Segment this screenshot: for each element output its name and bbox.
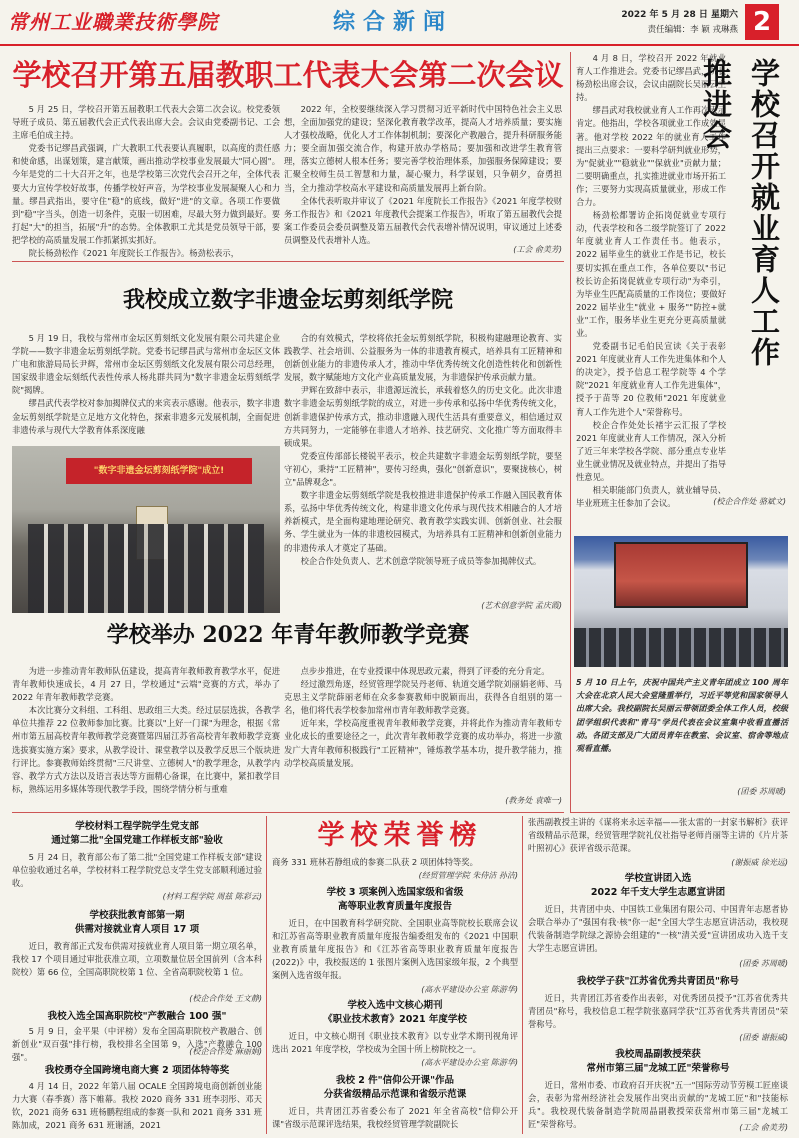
brief-headline: 学校宣讲团入选 2022 年千支大学生志愿宣讲团 bbox=[590, 873, 726, 898]
brief-body: 近日，共青团江苏省委作出表彰，对优秀团员授予"江苏省优秀共青团员"称号，我校信息工程学院张嘉同学获"江苏省优秀共青团员"荣誉称号。 bbox=[528, 993, 788, 1030]
brief-byline: (谢振威 徐光远) bbox=[731, 858, 788, 867]
section-title: 综合新闻 bbox=[332, 9, 453, 35]
honor-item-headline: 学校 3 项案例入选国家级和省级 高等职业教育质量年度报告 bbox=[326, 887, 464, 912]
masthead-school-name: 常州工业職業技術學院 bbox=[8, 10, 218, 34]
brief-body: 近日，常州市委、市政府召开庆祝"五一"国际劳动节劳模工匠座谈会，表彰为常州经济社会发展作出突出贡献的"龙城工匠"和"技能标兵"。我校现代装备制造学院周晶副教授荣获常州市第三届"龙城工匠"荣誉称号。 bbox=[528, 1080, 788, 1130]
photo-banner: "数字非遗金坛剪刻纸学院"成立! bbox=[66, 458, 252, 484]
brief-byline: (校企合作处 麻丽娟) bbox=[189, 1047, 262, 1056]
article-body: 4 月 8 日，学校召开 2022 年就业育人工作推进会。党委书记缪昌武，院长杨劲松出席会议，会议由副院长吴丽云主持。 缪昌武对我校就业育人工作再次表示肯定。他指出，学校各项就业工作成效显著。他对学校 2022 年的就业育人工作提出三点要求：一要科学研判就业形势，为"促就业""稳就业""保就业"贡献力量；二要明确重点，扎实推进就业市场开拓工作；三要努力实现高质量就业，形成工作合力。 杨劲松都署访企拓岗促就业专项行动，代表学校和各二级学院签订了 2022 年度就业育人工作责任书。他表示，2022 届毕业生的就业工作是书记，校长要切实抓在重点工作，各单位要以"书记校长访企拓岗促就业专项行动"为牵引，为毕业生匹配高质量的工作岗位；要做好 2022 届毕业生"就业 + 服务""防控+就业"工作，服务毕业生更充分更高质量就业。 党委副书记毛伯民宣读《关于表彰 2021 年度就业育人工作先进集体和个人的决定》，授予信息工程学院等 4 个学院"2021 年度就业育人工作先进集体"，授予于苗等 20 位教师"2021 年度就业育人工作先进个人"荣誉称号。 校企合作处处长褚宇云汇报了学校 2021 年度就业育人工作情况，深入分析了近三年来学校各学院、部分重点专业毕业生就业情况及就业特点，并提出了指导性意见。 相关职能部门负责人，就业辅导员、毕业班班主任参加了会议。 bbox=[576, 53, 726, 509]
column-rule bbox=[522, 816, 523, 1134]
page-number-badge: 2 bbox=[745, 4, 779, 40]
honor-lead: 商务 331 班林若静组成的参赛二队获 2 项团体特等奖。 bbox=[272, 857, 478, 867]
screen bbox=[614, 542, 748, 608]
brief-body: 近日，教育部正式发布供需对接就业育人项目第一期立项名单，我校 17 个项目通过审批获准立项，立项数量位居全国前列（含本科院校）第 66 位，全国高职院校第 1 位、全省高职院校第 1 位。 bbox=[12, 941, 262, 978]
brief-byline: (校企合作处 王文静) bbox=[189, 994, 262, 1003]
article-body-col1: 为进一步推动青年教师队伍建设，提高青年教师教育教学水平，促进青年教师快速成长，4 月 27 日，学校通过"云端"竞赛的方式，举办了 2022 年青年教师教学竞赛。 本次比赛分文科组、工科组、思政组三大类。经过层层选拔，各教学单位共推荐 22 位教师参加比赛。比赛以"上好一门课"为理念，根据《常州市第五届高校青年教师教学竞赛暨第四届江苏省高校青年教师教学竞赛选拔赛实施方案》要求，从教学设计、课堂教学以及教学反思三个版块进行评比。参赛教师始终贯彻"三尺讲堂、立德树人"的教学理念，从教学内容、教学方式方法以及语言表达等方面精心备课，在比赛中，紧扣教学目标，熟练运用多媒体等现代教学手段，围绕学情分析与重难 bbox=[12, 666, 280, 794]
honor-item-headline: 学校入选中文核心期刊 《职业技术教育》2021 年度学校 bbox=[323, 1000, 467, 1025]
brief-byline: (材料工程学院 周兹 陈彩云) bbox=[162, 892, 262, 901]
masthead-rule bbox=[0, 44, 799, 46]
article-headline: 学校召开第五届教职工代表大会第二次会议 bbox=[12, 58, 564, 92]
honor-lead-byline: (经贸管理学院 朱侍洁 孙洁) bbox=[418, 871, 518, 880]
people bbox=[28, 524, 264, 613]
article-body-col2: 点步步推进，在专业授课中体现思政元素，得到了评委的充分肯定。 经过激烈角逐，经贸管理学院吴丹老师、轨道交通学院刘丽娟老师、马克思主义学院薛丽老师在众多参赛教师中脱颖而出，获得各自组别的第一名，他们将代表学校参加常州市青年教师教学竞赛。 近年来，学校高度重视青年教师教学竞赛，并将此作为推动青年教师专业化成长的重要途径之一，此次青年教师教学竞赛的成功举办，将进一步激发广大青年教师积极践行"工匠精神"，锤炼教学基本功，提升教学能力，推动学校高质量发展。 bbox=[284, 666, 562, 768]
divider bbox=[570, 812, 790, 813]
honor-item-headline: 我校 2 件"信仰公开课"作品 分获省级精品示范课和省级示范课 bbox=[323, 1075, 467, 1100]
brief-byline: (团委 苏周暖) bbox=[739, 959, 788, 968]
ceremony-broadcast-photo bbox=[574, 536, 788, 667]
brief-byline: (工会 俞美芳) bbox=[739, 1123, 788, 1132]
brief-headline: 我校周晶副教授荣获 常州市第三届"龙城工匠"荣誉称号 bbox=[586, 1049, 730, 1074]
brief-body: 近日，共青团中央、中国铁工业集团有限公司、中国青年志愿者协会联合举办了"强国有我·核"你一起"全国大学生志愿宣讲活动，我校现代装备制造学院绿之源协会组建的"一核"清关爱"宣讲团成功入选千支大学生志愿宣讲团。 bbox=[528, 904, 788, 954]
honor-item-body: 近日，共青团江苏省委公布了 2021 年全省高校"信仰公开课"省级示范课评选结果，我校经贸管理学院副院长 bbox=[272, 1106, 518, 1130]
column-rule bbox=[266, 816, 267, 1134]
brief-body: 5 月 9 日，金平果（中评榜）发布全国高职院校产教融合、创新创业"双百强"排行榜，我校排名全国第 9，入选"产教融合 100 强"。 bbox=[12, 1026, 262, 1063]
article-byline: (工会 俞美芳) bbox=[513, 245, 562, 254]
divider bbox=[12, 261, 564, 262]
brief-headline: 学校获批教育部第一期 供需对接就业育人项目 17 项 bbox=[74, 910, 200, 935]
page-editors: 责任编辑：李 颖 戎琳燕 bbox=[647, 25, 738, 35]
article-byline: (校企合作处 骆斌文) bbox=[713, 497, 786, 506]
caption-byline: (团委 苏周暖) bbox=[737, 787, 786, 796]
issue-date: 2022 年 5 月 28 日 星期六 bbox=[621, 10, 738, 20]
honor-item-body: 近日，在中国教育科学研究院、全国职业高等院校长联席会议和江苏省高等职业教育质量年度报告编委组发布的《2021 中国职业教育质量年度报告》和《江苏省高等职业教育质量年度报告(2022)》中，我校报送的 1 张图片案例入选国家级年报，2 个典型案例入选省级年报。 bbox=[272, 918, 518, 981]
honor-roll-title: 学校荣誉榜 bbox=[317, 820, 483, 851]
article-headline-vertical: 学校召开就业育人工作推进会 bbox=[699, 58, 781, 368]
photo-caption: 5 月 10 日上午，庆祝中国共产主义青年团成立 100 周年大会在北京人民大会堂隆重举行，习近平等党和国家领导人出席大会。我校副院长吴丽云带领团委全体工作人员，校级团学组织代表和"青马"学员代表在会议室集中收看直播活动。各团支部及广大团员青年在教室、会议室、宿舍等地点观看直播。 bbox=[576, 678, 788, 754]
article-headline: 我校成立数字非遗金坛剪刻纸学院 bbox=[122, 287, 453, 313]
article-body-col2: 2022 年，全校要继续深入学习贯彻习近平新时代中国特色社会主义思想，全面加强党的建设；坚深化教育教学改革，提高人才培养质量；要实施人才强校战略，优化人才工作体制机制；要深化产教融合，提升科研服务能力；要全面加强交流合作，构建开放办学格局；要加强和改进学生教育管理，落实立德树人根本任务；要完善学校治理体系，加强服务保障建设；要汇聚全校师生员工智慧和力量，凝心聚力，科学谋划，只争朝夕，奋勇担当，全力推动学校高水平建设和高质量发展再上新台阶。 全体代表听取并审议了《2021 年度院长工作报告》《2021 年度学校财务工作报告》和《2021 年度教代会提案工作报告》，听取了第五届教代会提案工作委员会委员调整及第五届教代会代表增补情况说明，审议通过上述委员调整及代表增补人选。 bbox=[284, 104, 562, 245]
brief-body: 张茜副教授主讲的《谋将来永远幸福——张太雷的一封家书解析》获评省级精品示范课，经贸管理学院礼仪社指导老师肖丽等主讲的《片片茶叶照初心》获评省级示范课。 bbox=[528, 817, 788, 854]
brief-headline: 我校勇夺全国跨境电商大赛 2 项团体特等奖 bbox=[44, 1065, 230, 1076]
honor-item-byline: (高水平建设办公室 陈游华) bbox=[421, 985, 518, 994]
article-body-col1: 5 月 19 日，我校与常州市金坛区剪刻纸文化发展有限公司共建企业学院——数字非遗金坛剪刻纸学院。党委书记缪昌武与常州市金坛区文体广电和旅游局局长尹辉，常州市金坛区剪刻纸文化发展有限公司总经理，国家级非遗金坛刻纸代表性传承人杨兆群共同为"数字非遗金坛剪刻纸学院"揭牌。 缪昌武代表学校对参加揭牌仪式的来宾表示感谢。他表示，数字非遗金坛剪刻纸学院是立足地方文化特色，探索非遗多元发展机制，全面促进非遗传承与现代大学教育体系深度融 bbox=[12, 333, 280, 435]
audience bbox=[574, 628, 788, 667]
brief-headline: 学校材料工程学院学生党支部 通过第二批"全国党建工作样板支部"验收 bbox=[51, 821, 223, 846]
honor-item-byline: (高水平建设办公室 陈游华) bbox=[421, 1058, 518, 1067]
column-rule bbox=[570, 52, 571, 812]
divider bbox=[12, 812, 564, 813]
article-body-col2: 合的有效模式，学校将依托金坛剪刻纸学院，积极构建融理论教育、实践教学、社会培训、公益服务为一体的非遗教育模式，培养具有工匠精神和创新创业能力的非遗传承人才，推动中华优秀传统文化创造性转化和创新性发展，数字赋能地方文化产业高质量发展，为非遗保护传承贡献力量。 尹辉在致辞中表示，非遗源远流长，承载着悠久的历史文化。此次非遗数字非遗金坛剪刻纸学院的成立，对进一步传承和弘扬中华优秀传统文化，创新非遗保护传承方式，推动非遗融入现代生活具有重要意义，相信通过双方共同努力，一定能够在非遗人才培养、技艺研究、文化推广等方面取得丰硕成果。 党委宣传部部长楼锐平表示，校企共建数字非遗金坛剪刻纸学院，要坚守初心，秉持"工匠精神"，要传习经典，强化"创新意识"，要聚拢核心，树立"品牌观念"。 数字非遗金坛剪刻纸学院是我校推进非遗保护传承工作融入国民教育体系，弘扬中华优秀传统文化，构建非遗文化传承与现代技术相融合的人才培养新模式，是全面构建地理论研究、教育教学实践实训、创新创业、社会服务、学生就业为一体的非遗校园模式，为培养具有工匠精神和创新创业能力的非遗传承人才奠定了基础。 校企合作处负责人、艺术创意学院领导班子成员等参加揭牌仪式。 bbox=[284, 333, 562, 566]
article-byline: (艺术创意学院 孟庆霞) bbox=[481, 601, 562, 610]
article-headline: 学校举办 2022 年青年教师教学竞赛 bbox=[106, 622, 470, 648]
article-body-col1: 5 月 25 日，学校召开第五届教职工代表大会第二次会议。校党委领导班子成员、第五届教代会正式代表出席大会。会议由党委副书记、工会主席毛伯成主持。 党委书记缪昌武强调，广大教职工代表要认真履职，以高度的责任感和使命感，出谋划策，建言献策，画出推动学校事业发展最大"同心圆"。今年是党的二十大召开之年，也是学校第三次党代会召开之年，全体代表要大力宣传学校好故事，传播学校好声音，为学校事业发展凝聚人心和力量。缪昌武指出，要守住"稳"的底线，做好"进"的文章。各项工作要做到"稳"字当头，创造一切条件，克服一切困难，尽最大努力做到最好。要打起"大"的担当，拓展"升"的态势。全体教职工尤其是党员领导干部，要把学校的高质量发展工作抓紧抓实抓好。 院长杨劲松作《2021 年度院长工作报告》。杨劲松表示， bbox=[12, 104, 280, 259]
plaque-unveiling-photo bbox=[12, 446, 280, 613]
brief-body: 4 月 14 日，2022 年第八届 OCALE 全国跨境电商创新创业能力大赛（春季赛）落下帷幕。我校 2020 商务 331 班李羽彤、邓天钦，2021 商务 631 班杨鹏程组成的参赛一队和 2021 商务 331 班陈加成，2021 商务 631 班谢涵，2021 bbox=[12, 1081, 263, 1131]
brief-body: 5 月 24 日，教育部公布了第二批"全国党建工作样板支部"建设单位验收通过名单，学校材料工程学院党总支学生党支部顺利通过验收。 bbox=[12, 852, 262, 889]
brief-byline: (团委 谢振威) bbox=[739, 1033, 788, 1042]
brief-headline: 我校入选全国高职院校"产教融合 100 强" bbox=[47, 1011, 227, 1022]
brief-headline: 我校学子获"江苏省优秀共青团员"称号 bbox=[577, 976, 739, 987]
article-byline: (教务处 袁唯一) bbox=[505, 796, 562, 805]
honor-item-body: 近日，中文核心期刊《职业技术教育》以专业学术期刊视角评选出 2021 年度学校，学校成为全国十所上榜院校之一。 bbox=[272, 1031, 518, 1055]
